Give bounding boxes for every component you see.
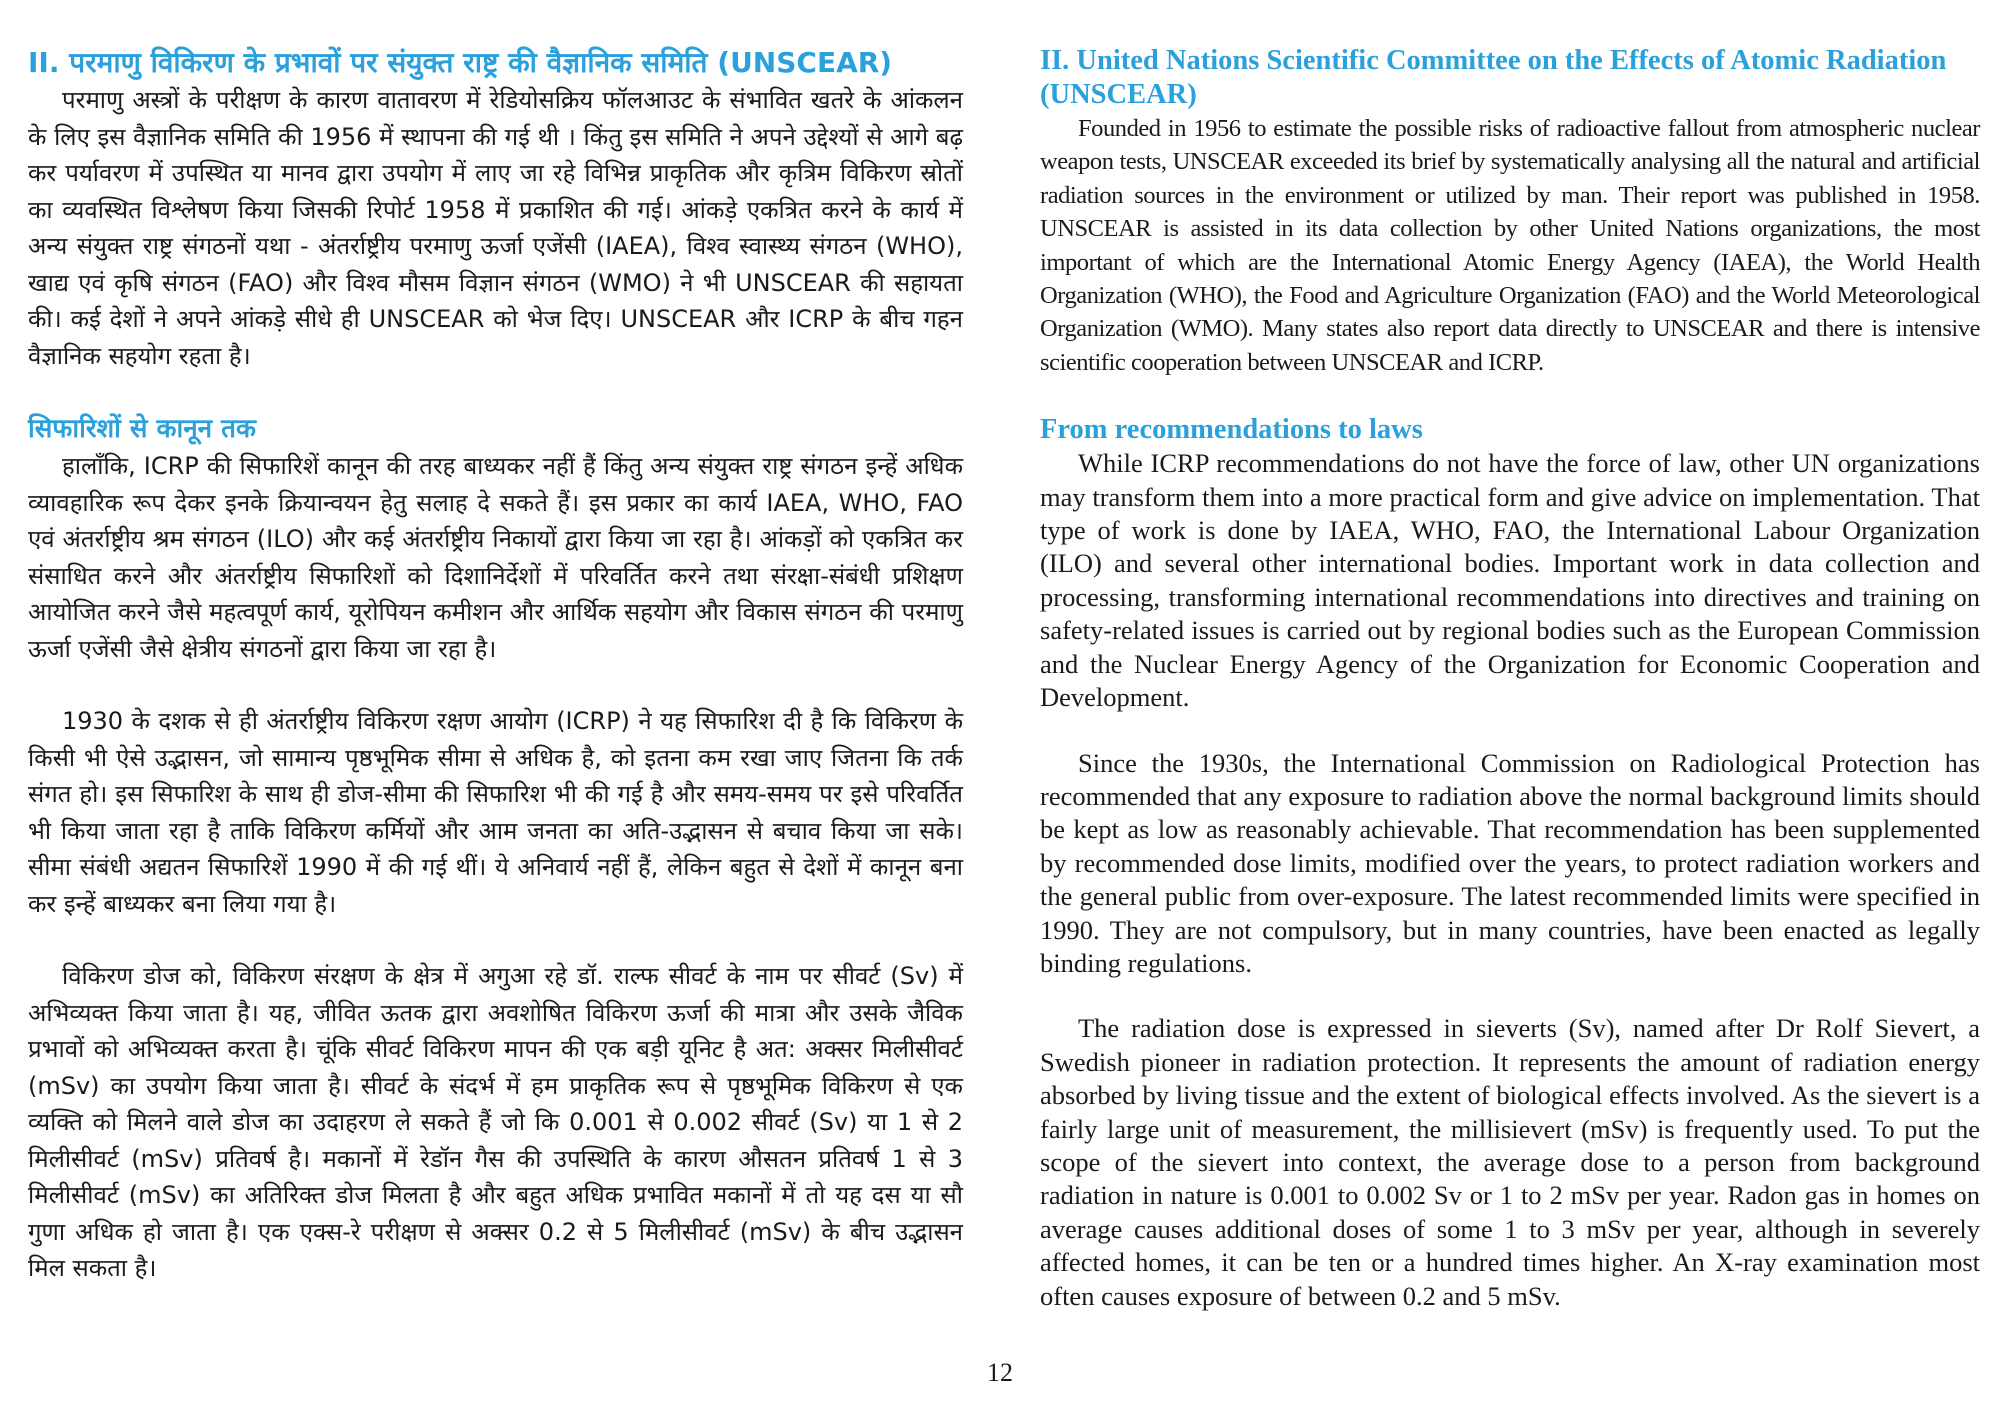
english-paragraph-unscear: Founded in 1956 to estimate the possible risks of radioactive fallout from atmospheric nuclear weapon tests, UNSCEAR exceeded its brief by systematically analysing all the natural and artificial radiation sources in the environment or utilized by man. Their report was published in 1958. UNSCEAR is assisted in its data collection by other United Nations organizations, the most important of which are the International Atomic Energy Agency (IAEA), the World Health Organization (WHO), the Food and Agriculture Organization (FAO) and the World Meteorological Organization (WMO). Many states also report data directly to UNSCEAR and there is intensive scientific cooperation between UNSCEAR and ICRP. — [1040, 115, 1980, 376]
hindi-column — [28, 44, 963, 1287]
hindi-paragraph-unscear: परमाणु अस्त्रों के परीक्षण के कारण वातावरण में रेडियोसक्रिय फॉलआउट के संभावित खतरे के आंकलन के लिए इस वैज्ञानिक समिति की 1956 में स्थापना की गई थी । किंतु इस समिति ने अपने उद्देश्यों से आगे बढ़ कर पर्यावरण में उपस्थित या मानव द्वारा उपयोग में लाए जा रहे विभिन्न प्राकृतिक और कृत्रिम विकिरण स्रोतों का व्यवस्थित विश्लेषण किया जिसकी रिपोर्ट 1958 में प्रकाशित की गई। आंकड़े एकत्रित करने के कार्य में अन्य संयुक्त राष्ट्र संगठनों यथा - अंतर्राष्ट्रीय परमाणु ऊर्जा एजेंसी (IAEA), विश्व स्वास्थ्य संगठन (WHO), खाद्य एवं कृषि संगठन (FAO) और विश्व मौसम विज्ञान संगठन (WMO) ने भी UNSCEAR की सहायता की। कई देशों ने अपने आंकड़े सीधे ही UNSCEAR को भेज दिए। UNSCEAR और ICRP के बीच गहन वैज्ञानिक सहयोग रहता है। — [28, 86, 963, 370]
english-paragraph-icrp: Since the 1930s, the International Commission on Radiological Protection has recommended that any exposure to radiation above the normal background limits should be kept as low as reasonably achievable. That recommendation has been supplemented by recommended dose limits, modified over the years, to protect radiation workers and the general public from over-exposure. The latest recommended limits were specified in 1990. They are not compulsory, but in many countries, have been enacted as legally binding regulations. — [1040, 747, 1980, 978]
page-number: 12 — [987, 1358, 1013, 1387]
english-paragraph-sievert: The radiation dose is expressed in sieverts (Sv), named after Dr Rolf Sievert, a Swedish pioneer in radiation protection. It represents the amount of radiation energy absorbed by living tissue and the extent of biological effects involved. As the sievert is a fairly large unit of measurement, the millisievert (mSv) is frequently used. To put the scope of the sievert into context, the average dose to a person from background radiation in nature is 0.001 to 0.002 Sv or 1 to 2 mSv per year. Radon gas in homes on average causes additional doses of some 1 to 3 mSv per year, although in severely affected homes, it can be ten or a hundred times higher. An X-ray examination most often causes exposure of between 0.2 and 5 mSv. — [1040, 1013, 1980, 1311]
hindi-paragraph-icrp: 1930 के दशक से ही अंतर्राष्ट्रीय विकिरण रक्षण आयोग (ICRP) ने यह सिफारिश दी है कि विकिरण के किसी भी ऐसे उद्भासन, जो सामान्य पृष्ठभूमिक सीमा से अधिक है, को इतना कम रखा जाए जितना कि तर्क संगत हो। इस सिफारिश के साथ ही डोज-सीमा की सिफारिश भी की गई है और समय-समय पर इसे परिवर्तित भी किया जाता रहा है ताकि विकिरण कर्मियों और आम जनता का अति-उद्भासन से बचाव किया जा सके। सीमा संबंधी अद्यतन सिफारिशें 1990 में की गई थीं। ये अनिवार्य नहीं हैं, लेकिन बहुत से देशों में कानून बना कर इन्हें बाध्यकर बना लिया गया है। — [28, 707, 963, 918]
english-section-title: II. United Nations Scientific Committee on the Effects of Atomic Radiation (UNSCEAR) — [1040, 45, 1947, 110]
hindi-paragraph-sievert: विकिरण डोज को, विकिरण संरक्षण के क्षेत्र में अगुआ रहे डॉ. राल्फ सीवर्ट के नाम पर सीवर्ट (Sv) में अभिव्यक्त किया जाता है। यह, जीवित ऊतक द्वारा अवशोषित विकिरण ऊर्जा की मात्रा और उसके जैविक प्रभावों को अभिव्यक्त करता है। चूंकि सीवर्ट विकिरण मापन की एक बड़ी यूनिट है अत: अक्सर मिलीसीवर्ट (mSv) का उपयोग किया जाता है। सीवर्ट के संदर्भ में हम प्राकृतिक रूप से पृष्ठभूमिक विकिरण से एक व्यक्ति को मिलने वाले डोज का उदाहरण ले सकते हैं जो कि 0.001 से 0.002 सीवर्ट (Sv) या 1 से 2 मिलीसीवर्ट (mSv) प्रतिवर्ष है। मकानों में रेडॉन गैस की उपस्थिति के कारण औसतन प्रतिवर्ष 1 से 3 मिलीसीवर्ट (mSv) का अतिरिक्त डोज मिलता है और बहुत अधिक प्रभावित मकानों में तो यह दस या सौ गुणा अधिक हो जाता है। एक एक्स-रे परीक्षण से अक्सर 0.2 से 5 मिलीसीवर्ट (mSv) के बीच उद्भासन मिल सकता है। — [28, 962, 963, 1282]
hindi-subheading: सिफारिशों से कानून तक — [28, 414, 256, 444]
english-column — [1040, 44, 1980, 1313]
hindi-section-title: II. परमाणु विकिरण के प्रभावों पर संयुक्त राष्ट्र की वैज्ञानिक समिति (UNSCEAR) — [28, 46, 893, 79]
english-subheading: From recommendations to laws — [1040, 414, 1423, 446]
english-paragraph-recommendations: While ICRP recommendations do not have the force of law, other UN organizations may transform them into a more practical form and give advice on implementation. That type of work is done by IAEA, WHO, FAO, the International Labour Organization (ILO) and several other international bodies. Important work in data collection and processing, transforming international recommendations into directives and training on safety-related issues is carried out by regional bodies such as the European Commission and the Nuclear Energy Agency of the Organization for Economic Cooperation and Development. — [1040, 448, 1980, 713]
hindi-paragraph-recommendations: हालाँकि, ICRP की सिफारिशें कानून की तरह बाध्यकर नहीं हैं किंतु अन्य संयुक्त राष्ट्र संगठन इन्हें अधिक व्यावहारिक रूप देकर इनके क्रियान्वयन हेतु सलाह दे सकते हैं। इस प्रकार का कार्य IAEA, WHO, FAO एवं अंतर्राष्ट्रीय श्रम संगठन (ILO) और कई अंतर्राष्ट्रीय निकायों द्वारा किया जा रहा है। आंकड़ों को एकत्रित कर संसाधित करने और अंतर्राष्ट्रीय सिफारिशों को दिशानिर्देशों में परिवर्तित करने तथा संरक्षा-संबंधी प्रशिक्षण आयोजित करने जैसे महत्वपूर्ण कार्य, यूरोपियन कमीशन और आर्थिक सहयोग और विकास संगठन की परमाणु ऊर्जा एजेंसी जैसे क्षेत्रीय संगठनों द्वारा किया जा रहा है। — [28, 452, 963, 663]
